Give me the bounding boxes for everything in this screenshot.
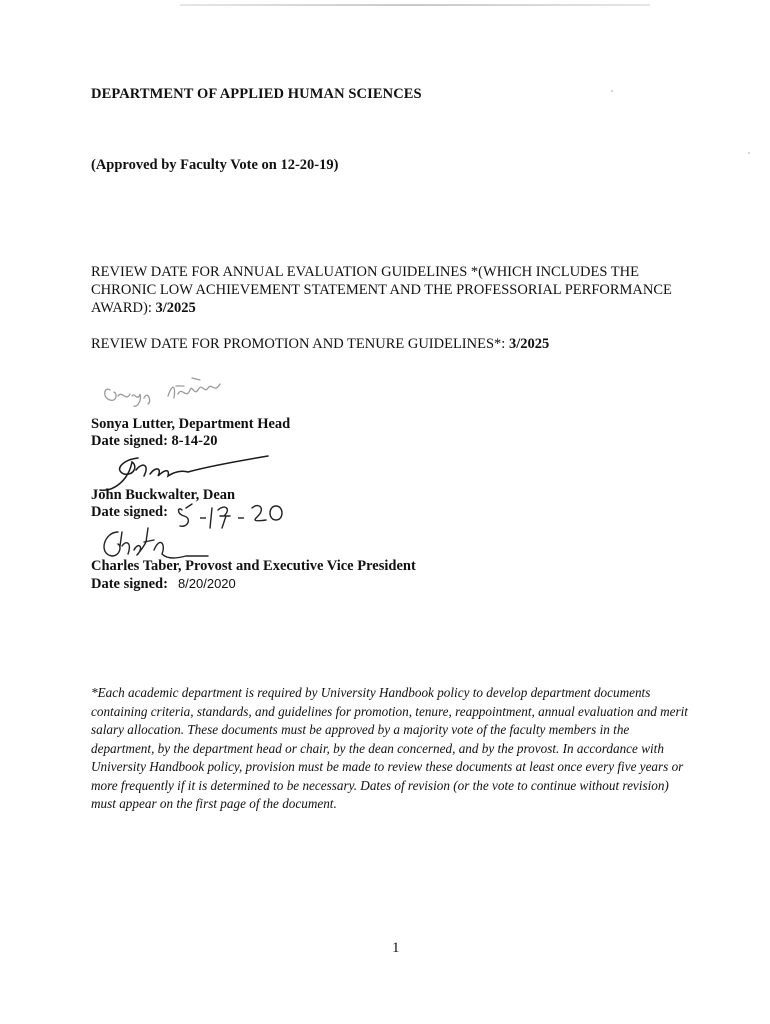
- scan-speck: [748, 152, 750, 154]
- typed-date: 8/20/2020: [177, 576, 236, 591]
- signer-date-label: Date signed:: [91, 504, 168, 520]
- signer-provost: [91, 558, 416, 593]
- signer-date-row: [91, 575, 416, 593]
- scan-edge-line: [180, 4, 650, 6]
- signer-date-label: Date signed: 8-14-20: [91, 433, 218, 449]
- annual-review-date-value: 3/2025: [155, 300, 196, 316]
- page-number: 1: [392, 940, 400, 956]
- promotion-review-date: [91, 336, 549, 353]
- signer-date-label: Date signed:: [91, 576, 168, 592]
- annual-review-date: [91, 263, 691, 317]
- signer-name-title: Sonya Lutter, Department Head: [91, 416, 291, 432]
- signer-name-title: Charles Taber, Provost and Executive Vice President: [91, 558, 416, 574]
- approval-note: (Approved by Faculty Vote on 12-20-19): [91, 157, 339, 173]
- department-head-signature: [96, 372, 236, 412]
- signer-department-head: [91, 416, 290, 450]
- signer-name-title: John Buckwalter, Dean: [91, 487, 236, 503]
- promotion-review-date-value: 3/2025: [508, 336, 550, 352]
- footnote: *Each academic department is required by University Handbook policy to develop department documents containing criteria, standards, and guidelines for promotion, tenure, reappointment, annual evaluation and merit salary allocation. These documents must be approved by a majority vote of the faculty members in the department, by the department head or chair, by the dean concerned, and by the provost. In accordance with University Handbook policy, provision must be made to review these documents at least once every five years or more frequently if it is determined to be necessary. Dates of revision (or the vote to continue without revision) must appear on the first page of the document.: [91, 685, 688, 811]
- promotion-review-text: REVIEW DATE FOR PROMOTION AND TENURE GUIDELINES*:: [91, 336, 509, 352]
- department-heading: DEPARTMENT OF APPLIED HUMAN SCIENCES: [91, 86, 422, 102]
- annual-review-text: REVIEW DATE FOR ANNUAL EVALUATION GUIDELINES *(WHICH INCLUDES THE CHRONIC LOW ACHIEVEMENT STATEMENT AND THE PROFESSORIAL PERFORMANCE AWARD):: [91, 264, 672, 316]
- scan-speck: [611, 90, 613, 92]
